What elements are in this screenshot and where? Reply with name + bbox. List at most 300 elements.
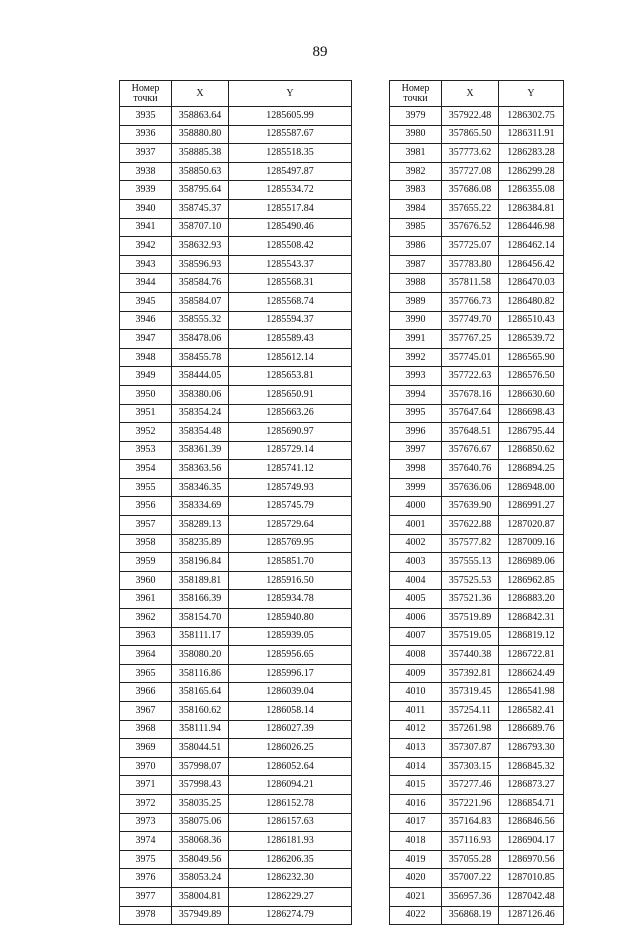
point-number-cell: 3985 bbox=[390, 218, 442, 237]
x-coordinate-cell: 357722.63 bbox=[442, 367, 499, 386]
x-coordinate-cell: 358004.81 bbox=[172, 887, 229, 906]
x-coordinate-cell: 357922.48 bbox=[442, 107, 499, 126]
y-coordinate-cell: 1285690.97 bbox=[229, 423, 352, 442]
x-coordinate-cell: 357949.89 bbox=[172, 906, 229, 925]
table-row bbox=[120, 255, 352, 274]
y-coordinate-cell: 1285594.37 bbox=[229, 311, 352, 330]
point-number-cell: 4011 bbox=[390, 702, 442, 721]
y-coordinate-cell: 1286039.04 bbox=[229, 683, 352, 702]
x-coordinate-cell: 358863.64 bbox=[172, 107, 229, 126]
y-coordinate-cell: 1286793.30 bbox=[499, 739, 564, 758]
x-coordinate-cell: 358880.80 bbox=[172, 125, 229, 144]
x-coordinate-cell: 357725.07 bbox=[442, 237, 499, 256]
table-row bbox=[120, 348, 352, 367]
x-coordinate-cell: 357773.62 bbox=[442, 144, 499, 163]
x-coordinate-cell: 358850.63 bbox=[172, 162, 229, 181]
table-row bbox=[390, 107, 564, 126]
table-row bbox=[120, 739, 352, 758]
y-coordinate-cell: 1286576.50 bbox=[499, 367, 564, 386]
table-row bbox=[120, 683, 352, 702]
x-coordinate-cell: 357766.73 bbox=[442, 292, 499, 311]
table-row bbox=[390, 348, 564, 367]
header-x: X bbox=[442, 81, 499, 107]
y-coordinate-cell: 1286850.62 bbox=[499, 441, 564, 460]
point-number-cell: 3982 bbox=[390, 162, 442, 181]
x-coordinate-cell: 358795.64 bbox=[172, 181, 229, 200]
table-row bbox=[390, 850, 564, 869]
x-coordinate-cell: 357749.70 bbox=[442, 311, 499, 330]
y-coordinate-cell: 1286722.81 bbox=[499, 646, 564, 665]
point-number-cell: 3944 bbox=[120, 274, 172, 293]
point-number-cell: 3964 bbox=[120, 646, 172, 665]
x-coordinate-cell: 358555.32 bbox=[172, 311, 229, 330]
point-number-cell: 3988 bbox=[390, 274, 442, 293]
x-coordinate-cell: 358160.62 bbox=[172, 702, 229, 721]
x-coordinate-cell: 358235.89 bbox=[172, 534, 229, 553]
x-coordinate-cell: 357525.53 bbox=[442, 571, 499, 590]
table-row bbox=[390, 869, 564, 888]
x-coordinate-cell: 356868.19 bbox=[442, 906, 499, 925]
y-coordinate-cell: 1285568.31 bbox=[229, 274, 352, 293]
point-number-cell: 3976 bbox=[120, 869, 172, 888]
table-row bbox=[390, 906, 564, 925]
table-row bbox=[390, 237, 564, 256]
point-number-cell: 3950 bbox=[120, 385, 172, 404]
x-coordinate-cell: 357555.13 bbox=[442, 553, 499, 572]
table-row bbox=[120, 404, 352, 423]
page-number: 89 bbox=[312, 44, 328, 60]
y-coordinate-cell: 1287010.85 bbox=[499, 869, 564, 888]
x-coordinate-cell: 358154.70 bbox=[172, 609, 229, 628]
x-coordinate-cell: 358455.78 bbox=[172, 348, 229, 367]
y-coordinate-cell: 1286480.82 bbox=[499, 292, 564, 311]
y-coordinate-cell: 1286842.31 bbox=[499, 609, 564, 628]
x-coordinate-cell: 357521.36 bbox=[442, 590, 499, 609]
coordinates-table-right bbox=[389, 80, 564, 925]
point-number-cell: 3952 bbox=[120, 423, 172, 442]
point-number-cell: 3980 bbox=[390, 125, 442, 144]
x-coordinate-cell: 357767.25 bbox=[442, 330, 499, 349]
y-coordinate-cell: 1285543.37 bbox=[229, 255, 352, 274]
point-number-cell: 4022 bbox=[390, 906, 442, 925]
table-row bbox=[120, 757, 352, 776]
table-row bbox=[120, 850, 352, 869]
point-number-cell: 3998 bbox=[390, 460, 442, 479]
point-number-cell: 4017 bbox=[390, 813, 442, 832]
x-coordinate-cell: 358111.17 bbox=[172, 627, 229, 646]
header-y: Y bbox=[229, 81, 352, 107]
point-number-cell: 3997 bbox=[390, 441, 442, 460]
table-row bbox=[120, 478, 352, 497]
y-coordinate-cell: 1285939.05 bbox=[229, 627, 352, 646]
table-row bbox=[390, 757, 564, 776]
x-coordinate-cell: 357647.64 bbox=[442, 404, 499, 423]
x-coordinate-cell: 358035.25 bbox=[172, 794, 229, 813]
table-row bbox=[390, 292, 564, 311]
y-coordinate-cell: 1286058.14 bbox=[229, 702, 352, 721]
y-coordinate-cell: 1286283.28 bbox=[499, 144, 564, 163]
y-coordinate-cell: 1286819.12 bbox=[499, 627, 564, 646]
point-number-cell: 3959 bbox=[120, 553, 172, 572]
table-row bbox=[390, 255, 564, 274]
y-coordinate-cell: 1286689.76 bbox=[499, 720, 564, 739]
y-coordinate-cell: 1286229.27 bbox=[229, 887, 352, 906]
point-number-cell: 3962 bbox=[120, 609, 172, 628]
y-coordinate-cell: 1286624.49 bbox=[499, 664, 564, 683]
x-coordinate-cell: 358885.38 bbox=[172, 144, 229, 163]
x-coordinate-cell: 358363.56 bbox=[172, 460, 229, 479]
x-coordinate-cell: 357998.43 bbox=[172, 776, 229, 795]
point-number-cell: 4008 bbox=[390, 646, 442, 665]
x-coordinate-cell: 357519.89 bbox=[442, 609, 499, 628]
point-number-cell: 3969 bbox=[120, 739, 172, 758]
y-coordinate-cell: 1286311.91 bbox=[499, 125, 564, 144]
point-number-cell: 3943 bbox=[120, 255, 172, 274]
table-row bbox=[390, 460, 564, 479]
point-number-cell: 3989 bbox=[390, 292, 442, 311]
table-row bbox=[120, 385, 352, 404]
table-row bbox=[120, 702, 352, 721]
point-number-cell: 3948 bbox=[120, 348, 172, 367]
point-number-cell: 3977 bbox=[120, 887, 172, 906]
y-coordinate-cell: 1286962.85 bbox=[499, 571, 564, 590]
y-coordinate-cell: 1286206.35 bbox=[229, 850, 352, 869]
point-number-cell: 4000 bbox=[390, 497, 442, 516]
y-coordinate-cell: 1285663.26 bbox=[229, 404, 352, 423]
table-row bbox=[390, 794, 564, 813]
table-row bbox=[390, 702, 564, 721]
y-coordinate-cell: 1285934.78 bbox=[229, 590, 352, 609]
point-number-cell: 3995 bbox=[390, 404, 442, 423]
y-coordinate-cell: 1285650.91 bbox=[229, 385, 352, 404]
table-row bbox=[390, 534, 564, 553]
x-coordinate-cell: 358068.36 bbox=[172, 832, 229, 851]
y-coordinate-cell: 1285996.17 bbox=[229, 664, 352, 683]
table-row bbox=[390, 813, 564, 832]
point-number-cell: 3990 bbox=[390, 311, 442, 330]
x-coordinate-cell: 357676.67 bbox=[442, 441, 499, 460]
point-number-cell: 3949 bbox=[120, 367, 172, 386]
point-number-cell: 3958 bbox=[120, 534, 172, 553]
table-row bbox=[120, 720, 352, 739]
point-number-cell: 3953 bbox=[120, 441, 172, 460]
y-coordinate-cell: 1286795.44 bbox=[499, 423, 564, 442]
header-row bbox=[390, 81, 564, 107]
point-number-cell: 3940 bbox=[120, 199, 172, 218]
point-number-cell: 3974 bbox=[120, 832, 172, 851]
table-row bbox=[390, 367, 564, 386]
x-coordinate-cell: 357745.01 bbox=[442, 348, 499, 367]
x-coordinate-cell: 357007.22 bbox=[442, 869, 499, 888]
x-coordinate-cell: 357392.81 bbox=[442, 664, 499, 683]
table-row bbox=[120, 553, 352, 572]
x-coordinate-cell: 358334.69 bbox=[172, 497, 229, 516]
table-row bbox=[390, 478, 564, 497]
x-coordinate-cell: 357655.22 bbox=[442, 199, 499, 218]
table-row bbox=[390, 516, 564, 535]
table-row bbox=[120, 237, 352, 256]
table-row bbox=[120, 516, 352, 535]
point-number-cell: 3947 bbox=[120, 330, 172, 349]
x-coordinate-cell: 358745.37 bbox=[172, 199, 229, 218]
point-number-cell: 4002 bbox=[390, 534, 442, 553]
y-coordinate-cell: 1286846.56 bbox=[499, 813, 564, 832]
header-point-number: Номер точки bbox=[120, 81, 172, 107]
x-coordinate-cell: 357254.11 bbox=[442, 702, 499, 721]
point-number-cell: 3935 bbox=[120, 107, 172, 126]
x-coordinate-cell: 357783.80 bbox=[442, 255, 499, 274]
table-row bbox=[120, 609, 352, 628]
y-coordinate-cell: 1286302.75 bbox=[499, 107, 564, 126]
y-coordinate-cell: 1285769.95 bbox=[229, 534, 352, 553]
y-coordinate-cell: 1285749.93 bbox=[229, 478, 352, 497]
point-number-cell: 4021 bbox=[390, 887, 442, 906]
x-coordinate-cell: 357639.90 bbox=[442, 497, 499, 516]
y-coordinate-cell: 1285745.79 bbox=[229, 497, 352, 516]
y-coordinate-cell: 1285605.99 bbox=[229, 107, 352, 126]
header-row bbox=[120, 81, 352, 107]
y-coordinate-cell: 1285490.46 bbox=[229, 218, 352, 237]
point-number-cell: 4009 bbox=[390, 664, 442, 683]
y-coordinate-cell: 1285587.67 bbox=[229, 125, 352, 144]
x-coordinate-cell: 357261.98 bbox=[442, 720, 499, 739]
table-row bbox=[120, 330, 352, 349]
x-coordinate-cell: 357221.96 bbox=[442, 794, 499, 813]
table-row bbox=[120, 460, 352, 479]
table-row bbox=[120, 162, 352, 181]
y-coordinate-cell: 1286541.98 bbox=[499, 683, 564, 702]
table-row bbox=[120, 590, 352, 609]
coordinates-table-left bbox=[119, 80, 352, 925]
table-row bbox=[120, 869, 352, 888]
point-number-cell: 3994 bbox=[390, 385, 442, 404]
point-number-cell: 3936 bbox=[120, 125, 172, 144]
table-row bbox=[120, 181, 352, 200]
point-number-cell: 4012 bbox=[390, 720, 442, 739]
y-coordinate-cell: 1286854.71 bbox=[499, 794, 564, 813]
y-coordinate-cell: 1285497.87 bbox=[229, 162, 352, 181]
table-row bbox=[390, 144, 564, 163]
y-coordinate-cell: 1285508.42 bbox=[229, 237, 352, 256]
table-row bbox=[390, 218, 564, 237]
point-number-cell: 3937 bbox=[120, 144, 172, 163]
point-number-cell: 3972 bbox=[120, 794, 172, 813]
point-number-cell: 3938 bbox=[120, 162, 172, 181]
y-coordinate-cell: 1285851.70 bbox=[229, 553, 352, 572]
table-row bbox=[120, 292, 352, 311]
table-row bbox=[120, 664, 352, 683]
table-row bbox=[120, 534, 352, 553]
x-coordinate-cell: 358116.86 bbox=[172, 664, 229, 683]
x-coordinate-cell: 358075.06 bbox=[172, 813, 229, 832]
x-coordinate-cell: 358584.76 bbox=[172, 274, 229, 293]
x-coordinate-cell: 358584.07 bbox=[172, 292, 229, 311]
table-row bbox=[390, 311, 564, 330]
x-coordinate-cell: 356957.36 bbox=[442, 887, 499, 906]
header-point-number: Номер точки bbox=[390, 81, 442, 107]
x-coordinate-cell: 358354.48 bbox=[172, 423, 229, 442]
point-number-cell: 3966 bbox=[120, 683, 172, 702]
x-coordinate-cell: 357676.52 bbox=[442, 218, 499, 237]
table-row bbox=[390, 646, 564, 665]
point-number-cell: 3968 bbox=[120, 720, 172, 739]
x-coordinate-cell: 358444.05 bbox=[172, 367, 229, 386]
table-row bbox=[120, 497, 352, 516]
y-coordinate-cell: 1286845.32 bbox=[499, 757, 564, 776]
y-coordinate-cell: 1286989.06 bbox=[499, 553, 564, 572]
y-coordinate-cell: 1286565.90 bbox=[499, 348, 564, 367]
point-number-cell: 3992 bbox=[390, 348, 442, 367]
point-number-cell: 3960 bbox=[120, 571, 172, 590]
table-row bbox=[120, 906, 352, 925]
table-row bbox=[120, 199, 352, 218]
y-coordinate-cell: 1286904.17 bbox=[499, 832, 564, 851]
point-number-cell: 3963 bbox=[120, 627, 172, 646]
table-row bbox=[390, 627, 564, 646]
table-row bbox=[390, 330, 564, 349]
table-row bbox=[120, 794, 352, 813]
point-number-cell: 3975 bbox=[120, 850, 172, 869]
y-coordinate-cell: 1286446.98 bbox=[499, 218, 564, 237]
table-row bbox=[120, 125, 352, 144]
table-row bbox=[120, 218, 352, 237]
table-row bbox=[120, 571, 352, 590]
point-number-cell: 3993 bbox=[390, 367, 442, 386]
x-coordinate-cell: 357865.50 bbox=[442, 125, 499, 144]
y-coordinate-cell: 1285653.81 bbox=[229, 367, 352, 386]
x-coordinate-cell: 358346.35 bbox=[172, 478, 229, 497]
point-number-cell: 3955 bbox=[120, 478, 172, 497]
y-coordinate-cell: 1285589.43 bbox=[229, 330, 352, 349]
x-coordinate-cell: 357686.08 bbox=[442, 181, 499, 200]
point-number-cell: 3981 bbox=[390, 144, 442, 163]
x-coordinate-cell: 357303.15 bbox=[442, 757, 499, 776]
x-coordinate-cell: 358053.24 bbox=[172, 869, 229, 888]
table-row bbox=[120, 311, 352, 330]
x-coordinate-cell: 358478.06 bbox=[172, 330, 229, 349]
point-number-cell: 4010 bbox=[390, 683, 442, 702]
table-row bbox=[120, 274, 352, 293]
y-coordinate-cell: 1285916.50 bbox=[229, 571, 352, 590]
point-number-cell: 3979 bbox=[390, 107, 442, 126]
x-coordinate-cell: 357727.08 bbox=[442, 162, 499, 181]
point-number-cell: 3986 bbox=[390, 237, 442, 256]
y-coordinate-cell: 1286970.56 bbox=[499, 850, 564, 869]
table-row bbox=[390, 571, 564, 590]
table-row bbox=[390, 162, 564, 181]
y-coordinate-cell: 1287020.87 bbox=[499, 516, 564, 535]
y-coordinate-cell: 1285956.65 bbox=[229, 646, 352, 665]
y-coordinate-cell: 1285534.72 bbox=[229, 181, 352, 200]
x-coordinate-cell: 358049.56 bbox=[172, 850, 229, 869]
y-coordinate-cell: 1285518.35 bbox=[229, 144, 352, 163]
y-coordinate-cell: 1286948.00 bbox=[499, 478, 564, 497]
table-row bbox=[390, 590, 564, 609]
point-number-cell: 3999 bbox=[390, 478, 442, 497]
point-number-cell: 3956 bbox=[120, 497, 172, 516]
x-coordinate-cell: 357622.88 bbox=[442, 516, 499, 535]
point-number-cell: 3978 bbox=[120, 906, 172, 925]
point-number-cell: 3983 bbox=[390, 181, 442, 200]
table-row bbox=[120, 646, 352, 665]
table-row bbox=[120, 441, 352, 460]
x-coordinate-cell: 358166.39 bbox=[172, 590, 229, 609]
point-number-cell: 3967 bbox=[120, 702, 172, 721]
point-number-cell: 3941 bbox=[120, 218, 172, 237]
table-row bbox=[120, 887, 352, 906]
x-coordinate-cell: 357307.87 bbox=[442, 739, 499, 758]
y-coordinate-cell: 1286274.79 bbox=[229, 906, 352, 925]
x-coordinate-cell: 358354.24 bbox=[172, 404, 229, 423]
y-coordinate-cell: 1286883.20 bbox=[499, 590, 564, 609]
point-number-cell: 3942 bbox=[120, 237, 172, 256]
point-number-cell: 3939 bbox=[120, 181, 172, 200]
table-row bbox=[120, 832, 352, 851]
header-y: Y bbox=[499, 81, 564, 107]
y-coordinate-cell: 1286232.30 bbox=[229, 869, 352, 888]
point-number-cell: 3971 bbox=[120, 776, 172, 795]
y-coordinate-cell: 1286539.72 bbox=[499, 330, 564, 349]
y-coordinate-cell: 1286027.39 bbox=[229, 720, 352, 739]
y-coordinate-cell: 1286873.27 bbox=[499, 776, 564, 795]
x-coordinate-cell: 357577.82 bbox=[442, 534, 499, 553]
table-row bbox=[390, 274, 564, 293]
x-coordinate-cell: 357440.38 bbox=[442, 646, 499, 665]
point-number-cell: 4001 bbox=[390, 516, 442, 535]
y-coordinate-cell: 1286991.27 bbox=[499, 497, 564, 516]
point-number-cell: 3996 bbox=[390, 423, 442, 442]
y-coordinate-cell: 1286181.93 bbox=[229, 832, 352, 851]
point-number-cell: 3973 bbox=[120, 813, 172, 832]
y-coordinate-cell: 1286894.25 bbox=[499, 460, 564, 479]
table-row bbox=[120, 423, 352, 442]
point-number-cell: 3987 bbox=[390, 255, 442, 274]
point-number-cell: 4020 bbox=[390, 869, 442, 888]
point-number-cell: 4014 bbox=[390, 757, 442, 776]
y-coordinate-cell: 1286456.42 bbox=[499, 255, 564, 274]
y-coordinate-cell: 1286026.25 bbox=[229, 739, 352, 758]
y-coordinate-cell: 1285741.12 bbox=[229, 460, 352, 479]
x-coordinate-cell: 357519.05 bbox=[442, 627, 499, 646]
point-number-cell: 4018 bbox=[390, 832, 442, 851]
table-row bbox=[390, 739, 564, 758]
table-row bbox=[390, 776, 564, 795]
y-coordinate-cell: 1285940.80 bbox=[229, 609, 352, 628]
table-row bbox=[390, 441, 564, 460]
table-row bbox=[390, 683, 564, 702]
table-row bbox=[390, 609, 564, 628]
table-row bbox=[390, 832, 564, 851]
x-coordinate-cell: 357277.46 bbox=[442, 776, 499, 795]
x-coordinate-cell: 358044.51 bbox=[172, 739, 229, 758]
y-coordinate-cell: 1286052.64 bbox=[229, 757, 352, 776]
x-coordinate-cell: 358632.93 bbox=[172, 237, 229, 256]
x-coordinate-cell: 357811.58 bbox=[442, 274, 499, 293]
table-row bbox=[120, 813, 352, 832]
x-coordinate-cell: 357116.93 bbox=[442, 832, 499, 851]
y-coordinate-cell: 1286384.81 bbox=[499, 199, 564, 218]
y-coordinate-cell: 1287009.16 bbox=[499, 534, 564, 553]
y-coordinate-cell: 1286355.08 bbox=[499, 181, 564, 200]
y-coordinate-cell: 1286299.28 bbox=[499, 162, 564, 181]
y-coordinate-cell: 1286094.21 bbox=[229, 776, 352, 795]
x-coordinate-cell: 358361.39 bbox=[172, 441, 229, 460]
point-number-cell: 4003 bbox=[390, 553, 442, 572]
y-coordinate-cell: 1286157.63 bbox=[229, 813, 352, 832]
table-row bbox=[120, 107, 352, 126]
point-number-cell: 3961 bbox=[120, 590, 172, 609]
x-coordinate-cell: 358080.20 bbox=[172, 646, 229, 665]
